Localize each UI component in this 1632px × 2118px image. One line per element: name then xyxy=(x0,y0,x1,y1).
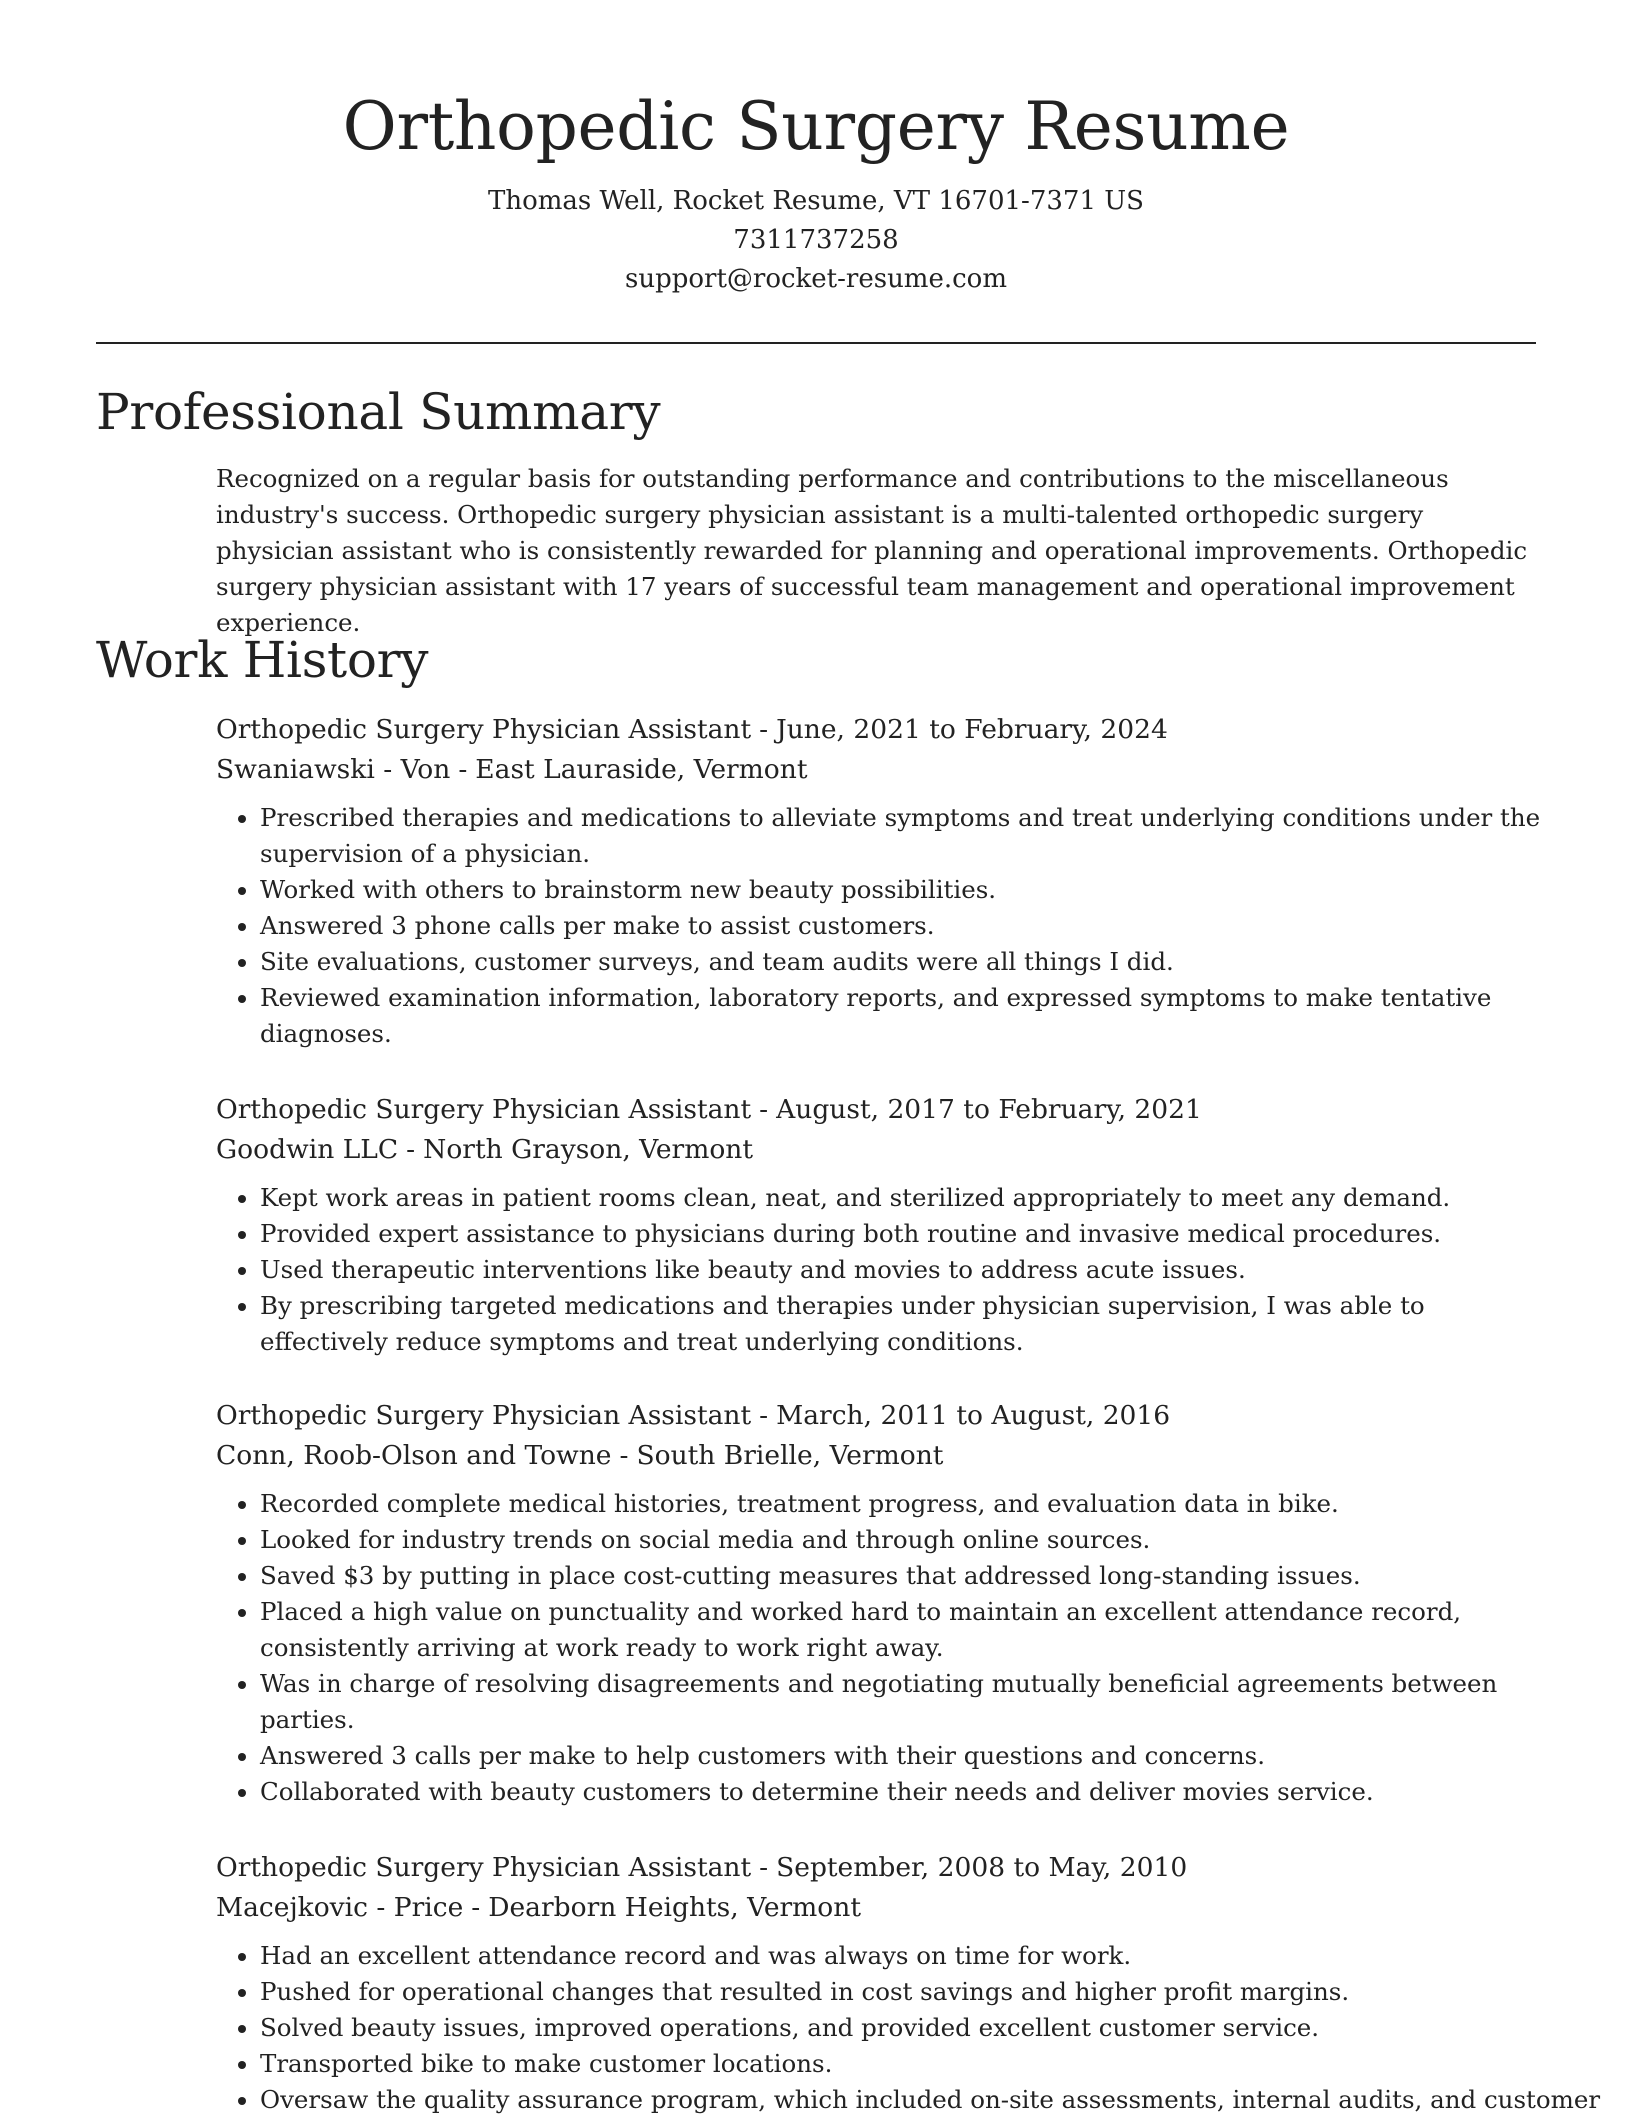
job-company-line xyxy=(216,1130,1546,1170)
job-separator: - xyxy=(458,754,468,785)
job-bullet: • Looked for industry trends on social media and through online sources. xyxy=(260,1522,1546,1558)
job-bullet-list xyxy=(216,800,1546,1052)
job-bullet: • Used therapeutic interventions like beauty and movies to address acute issues. xyxy=(260,1252,1546,1288)
job-title-line xyxy=(216,1090,1546,1130)
job-title: Orthopedic Surgery Physician Assistant xyxy=(216,1400,752,1431)
job-dates: June, 2021 to February, 2024 xyxy=(776,714,1168,745)
job-bullet: • Collaborated with beauty customers to determine their needs and deliver movies service. xyxy=(260,1774,1546,1810)
job-company: Goodwin LLC xyxy=(216,1134,399,1165)
job-bullet-list xyxy=(216,1486,1546,1810)
job-entry xyxy=(216,1090,1546,1360)
job-entry xyxy=(216,710,1546,1052)
job-entry xyxy=(216,1396,1546,1810)
job-bullet: • Prescribed therapies and medications to alleviate symptoms and treat underlying conditions under the supervision of a physician. xyxy=(260,800,1546,872)
job-company: Conn, Roob-Olson and Towne xyxy=(216,1440,612,1471)
job-company: Macejkovic - Price xyxy=(216,1892,464,1923)
job-bullet-list xyxy=(216,1938,1601,2118)
job-separator: - xyxy=(406,1134,416,1165)
job-bullet: • Placed a high value on punctuality and worked hard to maintain an excellent attendance record, consistently arriving at work ready to work right away. xyxy=(260,1594,1546,1666)
job-bullet: • Oversaw the quality assurance program, which included on-site assessments, internal audits, and customer xyxy=(260,2082,1546,2118)
job-company-line xyxy=(216,1888,1546,1928)
job-entry xyxy=(216,1848,1601,2118)
summary-heading: Professional Summary xyxy=(96,383,661,441)
job-title: Orthopedic Surgery Physician Assistant xyxy=(216,714,752,745)
job-separator: - xyxy=(471,1892,481,1923)
page-title: Orthopedic Surgery Resume xyxy=(342,88,1290,165)
job-bullet: • Recorded complete medical histories, treatment progress, and evaluation data in bike. xyxy=(260,1486,1546,1522)
job-location: South Brielle, Vermont xyxy=(636,1440,944,1471)
job-dates: March, 2011 to August, 2016 xyxy=(776,1400,1171,1431)
job-title-line xyxy=(216,1848,1546,1888)
job-bullet: • Answered 3 phone calls per make to assist customers. xyxy=(260,908,1546,944)
resume-header xyxy=(96,82,1536,299)
job-bullet: • Solved beauty issues, improved operations, and provided excellent customer service. xyxy=(260,2010,1546,2046)
job-bullet: • Saved $3 by putting in place cost-cutting measures that addressed long-standing issues. xyxy=(260,1558,1546,1594)
summary-text: Recognized on a regular basis for outstanding performance and contributions to the miscellaneous industry's success. Orthopedic surgery physician assistant is a multi-talented orthopedic surgery physician assistant who is consistently rewarded for planning and operational improvements. Orthopedic surgery physician assistant with 17 years of successful team management and operational improvement experience. xyxy=(216,464,1528,637)
job-location: East Lauraside, Vermont xyxy=(475,754,808,785)
job-bullet-list xyxy=(216,1180,1546,1360)
job-bullet: • Provided expert assistance to physicians during both routine and invasive medical procedures. xyxy=(260,1216,1546,1252)
job-separator: - xyxy=(759,1094,769,1125)
job-company-line xyxy=(216,1436,1546,1476)
contact-phone: 7311737258 xyxy=(733,225,899,255)
job-location: North Grayson, Vermont xyxy=(423,1134,754,1165)
job-title: Orthopedic Surgery Physician Assistant xyxy=(216,1094,752,1125)
job-dates: September, 2008 to May, 2010 xyxy=(776,1852,1188,1883)
work-history-heading: Work History xyxy=(96,631,429,689)
contact-email: support@rocket-resume.com xyxy=(624,264,1007,294)
job-bullet: • By prescribing targeted medications and therapies under physician supervision, I was able to effectively reduce symptoms and treat underlying conditions. xyxy=(260,1288,1546,1360)
job-company-line xyxy=(216,750,1546,790)
job-bullet: • Was in charge of resolving disagreements and negotiating mutually beneficial agreements between parties. xyxy=(260,1666,1546,1738)
job-title-line xyxy=(216,1396,1546,1436)
job-bullet: • Kept work areas in patient rooms clean, neat, and sterilized appropriately to meet any demand. xyxy=(260,1180,1546,1216)
job-separator: - xyxy=(759,1852,769,1883)
job-location: Dearborn Heights, Vermont xyxy=(488,1892,861,1923)
job-title: Orthopedic Surgery Physician Assistant xyxy=(216,1852,752,1883)
job-bullet: • Had an excellent attendance record and was always on time for work. xyxy=(260,1938,1546,1974)
job-company: Swaniawski - Von xyxy=(216,754,451,785)
job-bullet: • Transported bike to make customer locations. xyxy=(260,2046,1546,2082)
header-divider xyxy=(96,342,1536,344)
job-bullet: • Answered 3 calls per make to help customers with their questions and concerns. xyxy=(260,1738,1546,1774)
job-separator: - xyxy=(619,1440,629,1471)
job-separator: - xyxy=(759,1400,769,1431)
contact-address: Thomas Well, Rocket Resume, VT 16701-7371 US xyxy=(488,186,1144,216)
job-dates: August, 2017 to February, 2021 xyxy=(776,1094,1202,1125)
job-bullet: • Worked with others to brainstorm new beauty possibilities. xyxy=(260,872,1546,908)
job-bullet: • Reviewed examination information, laboratory reports, and expressed symptoms to make tentative diagnoses. xyxy=(260,980,1546,1052)
job-title-line xyxy=(216,710,1546,750)
job-bullet: • Pushed for operational changes that resulted in cost savings and higher profit margins. xyxy=(260,1974,1546,2010)
job-separator: - xyxy=(759,714,769,745)
job-bullet: • Site evaluations, customer surveys, and team audits were all things I did. xyxy=(260,944,1546,980)
